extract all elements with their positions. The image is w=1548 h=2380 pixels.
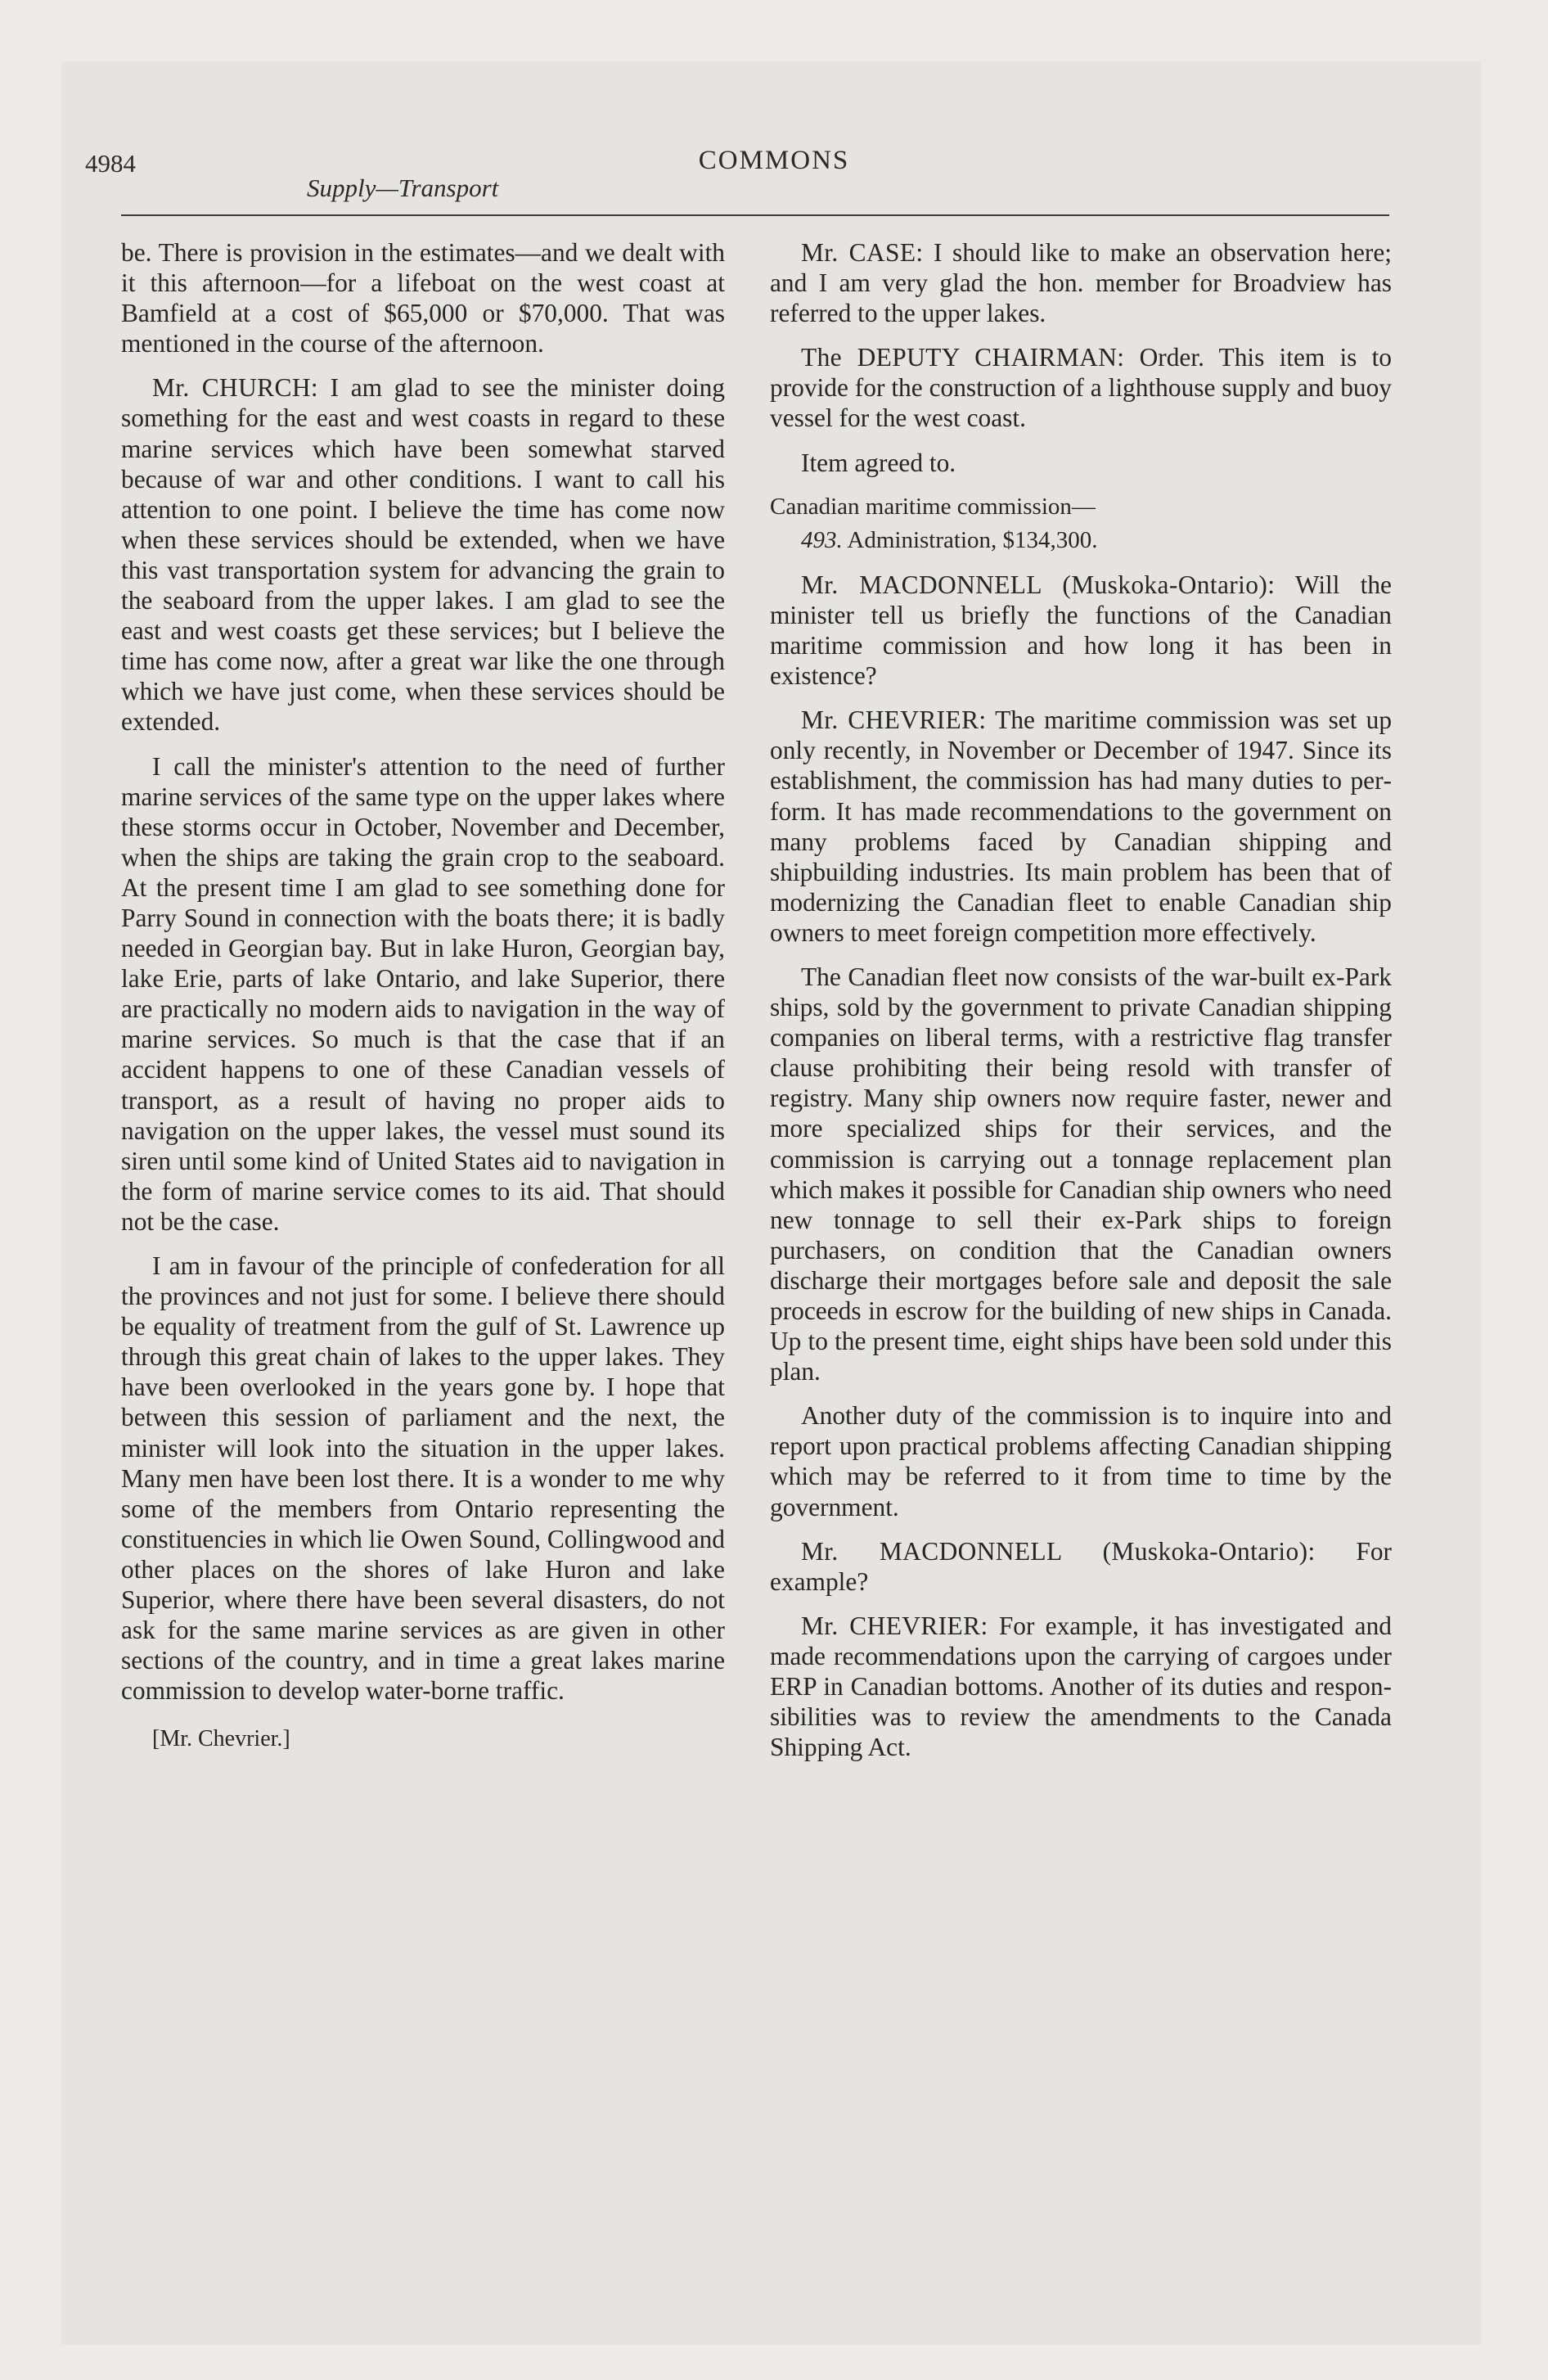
speaker-attribution: [Mr. Chevrier.] <box>152 1726 290 1752</box>
running-header-title: COMMONS <box>698 146 850 175</box>
paragraph <box>770 237 1392 328</box>
speech-text: The maritime commission was set up only recently, in November or December of 1947. Since its establishment, the commission has had many duties to perform. It has made recommendations to the government on many problems faced by Canadian shipping and shipbuilding industries. Its main problem has been that of modernizing the Canadian fleet to enable Canadian ship owners to meet foreign competition more effectively. <box>770 705 1393 947</box>
speech-text: I should like to make an observation here; and I am very glad the hon. member for Broadview has referred to the upper lakes. <box>770 238 1392 328</box>
speaker-name: Mr. MACDONNELL (Muskoka-Ontario): <box>801 1536 1316 1566</box>
speaker-name: Mr. CHEVRIER: <box>801 1611 988 1640</box>
speaker-name: Mr. CHEVRIER: <box>801 705 987 735</box>
paragraph <box>770 1536 1392 1597</box>
paragraph <box>770 1611 1392 1762</box>
paragraph: I am in favour of the principle of confederation for all the provinces and not just for some. I believe there should be equality of treatment from the gulf of St. Lawrence up through this great chain of lakes to the upper lakes. They have been overlooked in the years gone by. I hope that between this session of parliament and the next, the minister will look into the situation in the upper lakes. Many men have been lost there. It is a wonder to me why some of the members from Ontario representing the constituencies in which lie Owen Sound, Collingwood and other places on the shores of lake Huron and lake Superior, where there have been several disasters, do not ask for the same marine services as are given in other sections of the country, and in time a great lakes marine commission to develop water-borne traffic. <box>121 1251 725 1706</box>
speaker-name: The DEPUTY CHAIRMAN: <box>801 343 1125 372</box>
speaker-name: Mr. CASE: <box>801 238 924 267</box>
paragraph <box>770 570 1392 691</box>
left-column <box>121 237 725 1769</box>
speech-text: Order. This item is to provide for the construction of a lighthouse supply and buoy vessel for the west coast. <box>770 343 1392 433</box>
running-header-subtitle: Supply—Transport <box>307 174 499 202</box>
speech-text: I am glad to see the minister doing something for the east and west coasts in regard to these marine services which have been somewhat starved because of war and other conditions. I want to call his attention to one point. I believe the time has come now when these services should be extended, when we have this vast transportation system for advancing the grain to the seaboard from the upper lakes. I am glad to see the east and west coasts get these services; but I believe the time has come now, after a great war like the one through which we have just come, when these services should be extended. <box>121 373 725 737</box>
paragraph <box>770 342 1392 433</box>
paragraph: Item agreed to. <box>801 448 956 477</box>
paragraph <box>770 705 1392 948</box>
right-column <box>770 237 1392 1776</box>
paragraph <box>121 372 725 737</box>
speaker-name: Mr. MACDONNELL (Muskoka-Ontario): <box>801 570 1276 599</box>
speech-text: For example? <box>770 1536 1392 1596</box>
item-text: Administration, $134,300. <box>847 526 1098 553</box>
item-number: 493. <box>801 526 843 553</box>
paragraph: I call the minister's attention to the need of further marine services of the same type on the upper lakes where these storms occur in October, November and December, when the ships are taking the grain crop to the seaboard. At the present time I am glad to see something done for Parry Sound in connection with the boats there; it is badly needed in Georgian bay. But in lake Huron, Georgian bay, lake Erie, parts of lake Ontario, and lake Superior, there are practically no modern aids to navigation in the way of marine services. So much is that the case that if an accident happens to one of these Canadian vessels of transport, as a result of having no proper aids to navigation on the upper lakes, the vessel must sound its siren until some kind of United States aid to navigation in the form of marine service comes to its aid. That should not be the case. <box>121 751 725 1236</box>
paragraph: Another duty of the commission is to inquire into and report upon practical problems affecting Canadian shipping which may be referred to it from time to time by the government. <box>770 1401 1392 1521</box>
page-number: 4984 <box>85 149 136 178</box>
section-subheading: Canadian maritime commission— <box>770 493 1096 520</box>
speaker-name: Mr. CHURCH: <box>152 373 319 403</box>
paragraph: be. There is provision in the estimates—and we dealt with it this afternoon—for a lifeboat on the west coast at Bamfield at a cost of $65,000 or $70,000. That was mentioned in the course of the afternoon. <box>121 238 725 358</box>
paragraph: The Canadian fleet now consists of the war-built ex-Park ships, sold by the government to private Canadian shipping companies on liberal terms, with a restrictive flag transfer clause prohibiting their being resold with transfer of registry. Many ship owners now require faster, newer and more specialized ships for their services, and the commission is carrying out a tonnage replacement plan which makes it possible for Canadian ship owners who need new tonnage to sell their ex-Park ships to foreign purchasers, on condition that the Canadian owners discharge their mortgages before sale and deposit the sale proceeds in escrow for the building of new ships in Canada. Up to the present time, eight ships have been sold under this plan. <box>770 962 1392 1386</box>
estimate-item <box>770 525 1392 556</box>
header-rule <box>121 214 1389 216</box>
speech-text: Will the minister tell us briefly the functions of the Canadian maritime commission and how long it has been in existence? <box>770 570 1392 691</box>
speech-text: For example, it has investigated and made recommendations upon the carrying of cargoes under ERP in Canadian bottoms. Another of its duties and responsibilities was to review the amendments to the Canada Shipping Act. <box>770 1611 1392 1762</box>
